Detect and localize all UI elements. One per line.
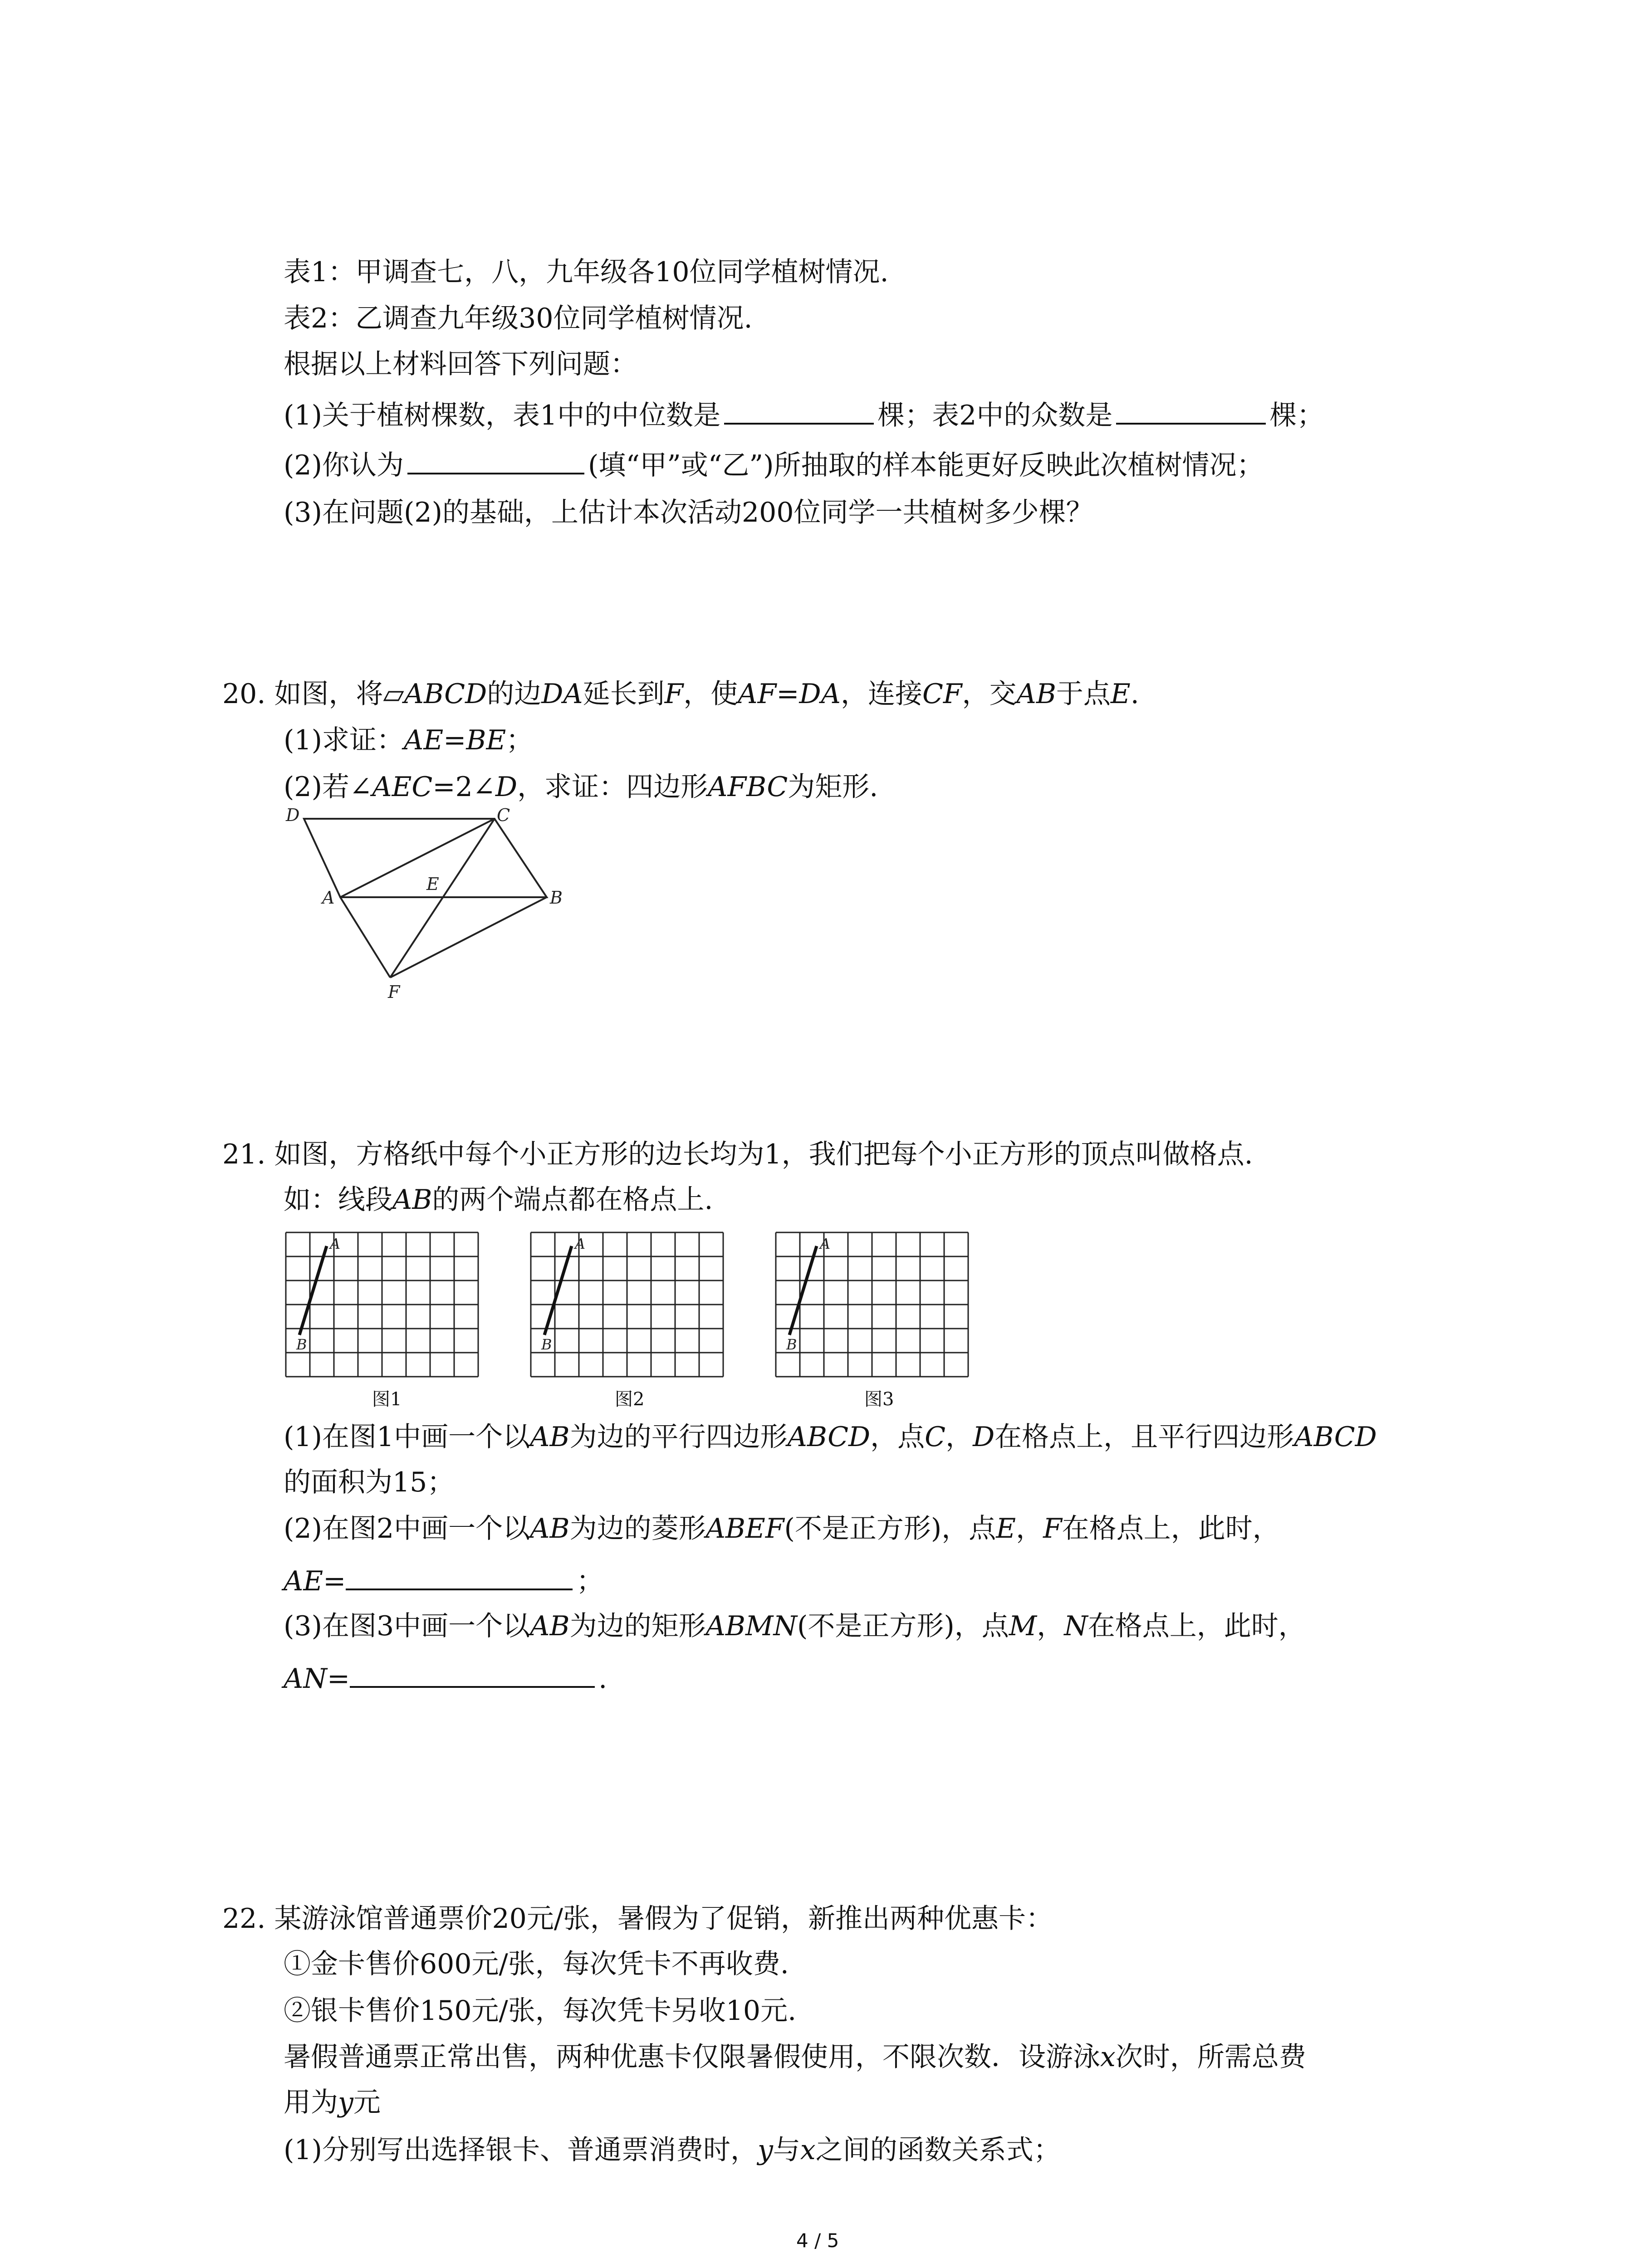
label-f: F [388, 982, 400, 1002]
svg-text:A: A [820, 1235, 831, 1252]
figure-caption-1: 图1 [372, 1389, 402, 1410]
page-number: 4 / 5 [796, 2229, 839, 2252]
q19-median-blank[interactable] [724, 395, 874, 425]
segment-ca [340, 819, 495, 897]
svg-text:B: B [786, 1336, 797, 1353]
label-d: D [286, 805, 300, 825]
q20-stem: 20. 如图，将▱ABCD的边DA延长到F，使AF=DA，连接CF，交AB于点E. [222, 678, 1139, 710]
q20-part2: (2)若∠AEC=2∠D，求证：四边形AFBC为矩形. [284, 771, 878, 803]
segment-af [340, 897, 390, 978]
q19-table1-note: 表1：甲调查七，八，九年级各10位同学植树情况. [284, 256, 889, 288]
svg-text:A: A [330, 1235, 341, 1252]
parallelogram-abcd [304, 819, 547, 897]
q19-table2-note: 表2：乙调查九年级30位同学植树情况. [284, 303, 753, 334]
q21-stem2: 如：线段AB的两个端点都在格点上. [284, 1184, 713, 1216]
q19-part1: (1)关于植树棵数，表1中的中位数是 棵；表2中的众数是 棵； [284, 395, 1324, 434]
q21-grid-figure-2 [524, 1227, 737, 1381]
q19-part3: (3)在问题(2)的基础，上估计本次活动200位同学一共植树多少棵？ [284, 497, 1093, 528]
q21-part3-answer: AN= . [284, 1658, 607, 1697]
q21-part1-cont: 的面积为15； [284, 1466, 455, 1498]
q22-stem: 22. 某游泳馆普通票价20元/张，暑假为了促销，新推出两种优惠卡： [222, 1903, 1053, 1935]
label-e: E [426, 874, 439, 894]
label-b: B [550, 888, 563, 908]
q21-grid-figure-1 [279, 1227, 492, 1381]
svg-text:A: A [575, 1235, 586, 1252]
q22-description-cont: 用为y元 [284, 2087, 381, 2118]
q19-mode-blank[interactable] [1116, 395, 1266, 425]
q19-choice-blank[interactable] [407, 445, 584, 474]
q21-stem: 21. 如图，方格纸中每个小正方形的边长均为1，我们把每个小正方形的顶点叫做格点. [222, 1139, 1253, 1170]
q20-parallelogram-figure [272, 803, 572, 1007]
q19-part2: (2)你认为 (填“甲”或“乙”)所抽取的样本能更好反映此次植树情况； [284, 445, 1264, 484]
svg-text:B: B [296, 1336, 307, 1353]
q21-part3: (3)在图3中画一个以AB为边的矩形ABMN(不是正方形)，点M，N在格点上，此时， [284, 1610, 1306, 1642]
q22-gold-card: ①金卡售价600元/张，每次凭卡不再收费. [284, 1948, 789, 1980]
q22-description: 暑假普通票正常出售，两种优惠卡仅限暑假使用，不限次数．设游泳x次时，所需总费 [284, 2041, 1306, 2073]
label-a: A [322, 888, 335, 908]
figure-caption-3: 图3 [864, 1389, 894, 1410]
q21-an-blank[interactable] [350, 1658, 595, 1688]
q20-part1: (1)求证：AE=BE； [284, 724, 534, 756]
figure-caption-2: 图2 [615, 1389, 645, 1410]
q21-grid-figure-3 [769, 1227, 982, 1381]
q19-intro: 根据以上材料回答下列问题： [284, 348, 637, 380]
q22-part1: (1)分别写出选择银卡、普通票消费时，y与x之间的函数关系式； [284, 2134, 1061, 2166]
label-c: C [497, 805, 510, 825]
q21-ae-blank[interactable] [346, 1560, 573, 1590]
svg-text:B: B [541, 1336, 552, 1353]
q21-part2: (2)在图2中画一个以AB为边的菱形ABEF(不是正方形)，点E，F在格点上，此时， [284, 1513, 1280, 1545]
q21-part1: (1)在图1中画一个以AB为边的平行四边形ABCD，点C，D在格点上，且平行四边形ABCD [284, 1421, 1377, 1453]
segment-bf [390, 897, 547, 978]
q22-silver-card: ②银卡售价150元/张，每次凭卡另收10元. [284, 1995, 797, 2027]
q21-part2-answer: AE= ； [284, 1560, 603, 1599]
